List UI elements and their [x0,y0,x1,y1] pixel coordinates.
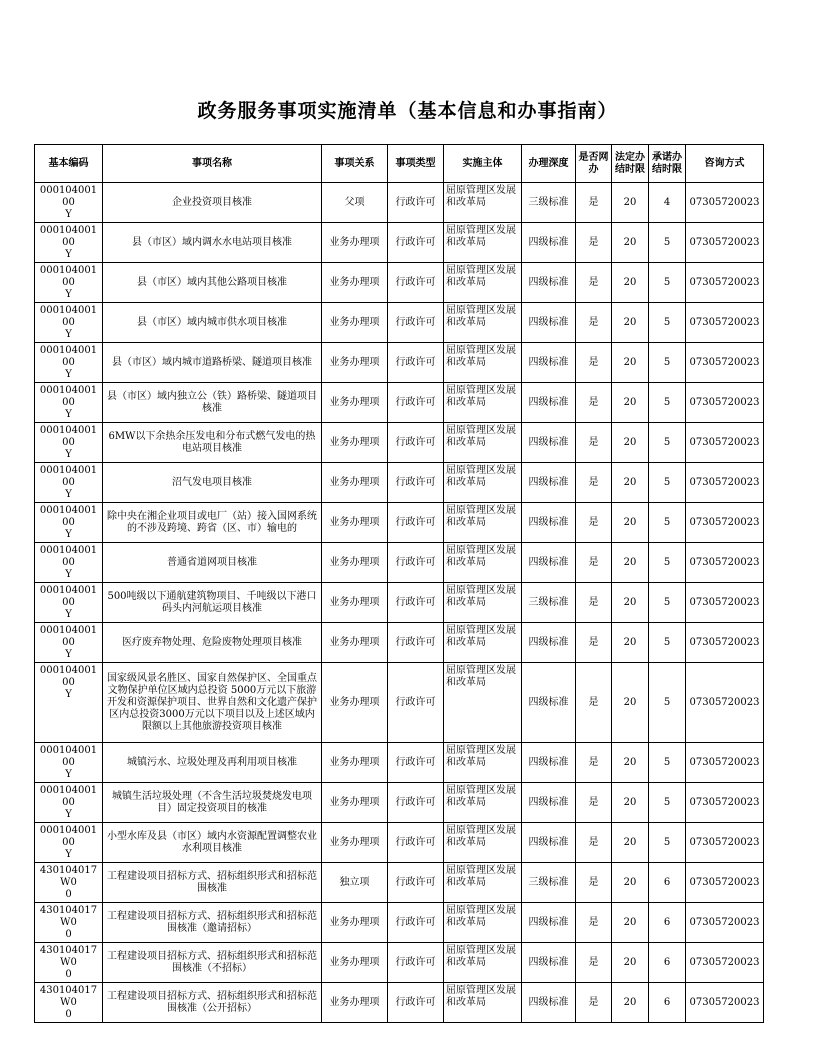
cell-type: 行政许可 [388,783,444,823]
cell-code-line2: 0 [65,889,72,900]
cell-legal: 20 [612,343,649,383]
cell-promised: 5 [649,383,686,423]
cell-code [35,343,103,383]
cell-legal: 20 [612,943,649,983]
cell-code-line2: 0 [65,929,72,940]
cell-code-line2: Y [65,409,72,420]
cell-code [35,183,103,223]
cell-promised: 6 [649,863,686,903]
cell-relation: 业务办理项 [322,423,388,463]
header-legal-days: 法定办结时限 [612,145,649,183]
cell-depth: 四级标准 [522,743,576,783]
cell-contact: 07305720023 [686,463,764,503]
cell-depth: 三级标准 [522,183,576,223]
cell-type: 行政许可 [388,303,444,343]
cell-legal: 20 [612,623,649,663]
cell-code-line1: 00010400100 [39,625,98,648]
cell-code-line2: Y [65,249,72,260]
cell-subject: 屈原管理区发展和改革局 [444,383,522,423]
cell-subject: 屈原管理区发展和改革局 [444,623,522,663]
cell-type: 行政许可 [388,983,444,1023]
cell-code-line1: 00010400100 [39,225,98,248]
cell-code-line2: Y [65,769,72,780]
cell-promised: 4 [649,183,686,223]
cell-code-line1: 00010400100 [39,505,98,528]
cell-name: 县（市区）域内其他公路项目核准 [103,263,322,303]
cell-code-line1: 00010400100 [39,665,98,688]
cell-subject: 屈原管理区发展和改革局 [444,583,522,623]
cell-promised: 5 [649,223,686,263]
cell-contact: 07305720023 [686,863,764,903]
cell-name: 6MW以下余热余压发电和分布式燃气发电的热电站项目核准 [103,423,322,463]
cell-online: 是 [576,383,612,423]
cell-code [35,983,103,1023]
cell-contact: 07305720023 [686,743,764,783]
cell-depth: 四级标准 [522,423,576,463]
cell-code-line1: 00010400100 [39,825,98,848]
cell-name: 城镇生活垃圾处理（不含生活垃圾焚烧发电项目）固定投资项目的核准 [103,783,322,823]
cell-depth: 四级标准 [522,463,576,503]
cell-relation: 业务办理项 [322,983,388,1023]
cell-subject: 屈原管理区发展和改革局 [444,263,522,303]
header-relation: 事项关系 [322,145,388,183]
cell-code-line1: 00010400100 [39,185,98,208]
cell-relation: 业务办理项 [322,503,388,543]
cell-subject: 屈原管理区发展和改革局 [444,343,522,383]
cell-legal: 20 [612,223,649,263]
cell-promised: 5 [649,263,686,303]
cell-contact: 07305720023 [686,623,764,663]
cell-contact: 07305720023 [686,303,764,343]
cell-code [35,623,103,663]
cell-type: 行政许可 [388,223,444,263]
cell-promised: 5 [649,663,686,743]
cell-code-line2: Y [65,649,72,660]
cell-legal: 20 [612,823,649,863]
cell-code-line1: 430104017W0 [39,865,98,888]
cell-subject: 屈原管理区发展和改革局 [444,663,522,743]
cell-type: 行政许可 [388,583,444,623]
cell-depth: 四级标准 [522,303,576,343]
cell-code [35,663,103,743]
table-row [35,183,764,223]
cell-contact: 07305720023 [686,663,764,743]
cell-code-line1: 430104017W0 [39,945,98,968]
cell-code [35,943,103,983]
table-row [35,743,764,783]
cell-online: 是 [576,983,612,1023]
table-header-row [35,145,764,183]
cell-code-line1: 00010400100 [39,265,98,288]
cell-code-line1: 00010400100 [39,585,98,608]
cell-type: 行政许可 [388,903,444,943]
cell-relation: 业务办理项 [322,583,388,623]
cell-name: 沼气发电项目核准 [103,463,322,503]
cell-relation: 业务办理项 [322,263,388,303]
cell-type: 行政许可 [388,423,444,463]
table-row [35,463,764,503]
cell-legal: 20 [612,743,649,783]
cell-code-line2: Y [65,689,72,700]
cell-depth: 四级标准 [522,383,576,423]
cell-depth: 三级标准 [522,583,576,623]
cell-code [35,783,103,823]
cell-legal: 20 [612,863,649,903]
cell-code-line2: Y [65,849,72,860]
cell-type: 行政许可 [388,343,444,383]
cell-contact: 07305720023 [686,263,764,303]
cell-name: 国家级风景名胜区、国家自然保护区、全国重点文物保护单位区域内总投资 5000万元以下旅游开发和资源保护项目、世界自然和文化遗产保护区内总投资3000万元以下项目以及上述区域内限额以上其他旅游投资项目核准 [103,663,322,743]
cell-subject: 屈原管理区发展和改革局 [444,903,522,943]
cell-depth: 四级标准 [522,543,576,583]
cell-code-line2: Y [65,609,72,620]
cell-type: 行政许可 [388,823,444,863]
cell-name: 城镇污水、垃圾处理及再利用项目核准 [103,743,322,783]
cell-depth: 四级标准 [522,983,576,1023]
cell-online: 是 [576,743,612,783]
cell-promised: 5 [649,623,686,663]
cell-name: 县（市区）域内城市道路桥梁、隧道项目核准 [103,343,322,383]
cell-subject: 屈原管理区发展和改革局 [444,983,522,1023]
cell-relation: 业务办理项 [322,303,388,343]
cell-relation: 业务办理项 [322,383,388,423]
cell-promised: 6 [649,903,686,943]
cell-subject: 屈原管理区发展和改革局 [444,503,522,543]
header-code: 基本编码 [35,145,103,183]
cell-name: 工程建设项目招标方式、招标组织形式和招标范围核准（邀请招标） [103,903,322,943]
cell-promised: 5 [649,343,686,383]
cell-contact: 07305720023 [686,783,764,823]
cell-contact: 07305720023 [686,223,764,263]
cell-online: 是 [576,903,612,943]
cell-legal: 20 [612,303,649,343]
cell-code-line2: Y [65,809,72,820]
cell-promised: 5 [649,463,686,503]
cell-name: 小型水库及县（市区）域内水资源配置调整农业水利项目核准 [103,823,322,863]
cell-code [35,463,103,503]
cell-code-line1: 00010400100 [39,385,98,408]
cell-contact: 07305720023 [686,903,764,943]
cell-legal: 20 [612,543,649,583]
cell-depth: 四级标准 [522,823,576,863]
cell-code-line2: Y [65,489,72,500]
cell-online: 是 [576,263,612,303]
cell-subject: 屈原管理区发展和改革局 [444,743,522,783]
cell-code-line2: Y [65,329,72,340]
page-title: 政务服务事项实施清单（基本信息和办事指南） [197,100,618,122]
cell-legal: 20 [612,903,649,943]
cell-online: 是 [576,583,612,623]
cell-online: 是 [576,823,612,863]
cell-relation: 业务办理项 [322,463,388,503]
table-row [35,263,764,303]
cell-code-line2: Y [65,529,72,540]
table-row [35,383,764,423]
cell-name: 除中央在湘企业项目或电厂（站）接入国网系统的不涉及跨境、跨省（区、市）输电的 [103,503,322,543]
cell-contact: 07305720023 [686,383,764,423]
cell-subject: 屈原管理区发展和改革局 [444,823,522,863]
cell-type: 行政许可 [388,463,444,503]
cell-contact: 07305720023 [686,583,764,623]
cell-promised: 5 [649,583,686,623]
cell-subject: 屈原管理区发展和改革局 [444,303,522,343]
cell-name: 工程建设项目招标方式、招标组织形式和招标范围核准（不招标） [103,943,322,983]
cell-depth: 四级标准 [522,903,576,943]
cell-promised: 6 [649,943,686,983]
header-name: 事项名称 [103,145,322,183]
cell-name: 500吨级以下通航建筑物项目、千吨级以下港口码头内河航运项目核准 [103,583,322,623]
header-online: 是否网办 [576,145,612,183]
cell-code [35,383,103,423]
cell-name: 普通省道网项目核准 [103,543,322,583]
cell-name: 医疗废弃物处理、危险废物处理项目核准 [103,623,322,663]
cell-online: 是 [576,423,612,463]
cell-depth: 四级标准 [522,503,576,543]
cell-online: 是 [576,303,612,343]
cell-subject: 屈原管理区发展和改革局 [444,463,522,503]
table-row [35,943,764,983]
cell-subject: 屈原管理区发展和改革局 [444,423,522,463]
cell-code-line1: 00010400100 [39,785,98,808]
cell-legal: 20 [612,983,649,1023]
cell-contact: 07305720023 [686,543,764,583]
cell-online: 是 [576,663,612,743]
cell-type: 行政许可 [388,663,444,743]
cell-name: 工程建设项目招标方式、招标组织形式和招标范围核准 [103,863,322,903]
table-row [35,343,764,383]
table-row [35,543,764,583]
cell-type: 行政许可 [388,503,444,543]
cell-depth: 四级标准 [522,263,576,303]
cell-online: 是 [576,943,612,983]
service-items-table [34,144,764,1023]
cell-name: 县（市区）域内独立公（铁）路桥梁、隧道项目核准 [103,383,322,423]
cell-type: 行政许可 [388,383,444,423]
cell-promised: 5 [649,783,686,823]
cell-subject: 屈原管理区发展和改革局 [444,783,522,823]
cell-legal: 20 [612,583,649,623]
cell-code-line1: 00010400100 [39,345,98,368]
cell-code [35,303,103,343]
cell-code-line2: 0 [65,969,72,980]
cell-code-line1: 00010400100 [39,745,98,768]
cell-code-line2: Y [65,289,72,300]
cell-contact: 07305720023 [686,823,764,863]
cell-code-line2: Y [65,449,72,460]
cell-type: 行政许可 [388,743,444,783]
cell-relation: 业务办理项 [322,903,388,943]
cell-subject: 屈原管理区发展和改革局 [444,223,522,263]
cell-contact: 07305720023 [686,983,764,1023]
cell-legal: 20 [612,503,649,543]
cell-code-line1: 430104017W0 [39,905,98,928]
cell-relation: 业务办理项 [322,623,388,663]
cell-relation: 业务办理项 [322,783,388,823]
cell-depth: 四级标准 [522,783,576,823]
table-row [35,823,764,863]
cell-legal: 20 [612,663,649,743]
cell-online: 是 [576,223,612,263]
cell-type: 行政许可 [388,943,444,983]
cell-code [35,823,103,863]
cell-code-line1: 00010400100 [39,465,98,488]
cell-code-line1: 00010400100 [39,425,98,448]
table-row [35,583,764,623]
cell-type: 行政许可 [388,183,444,223]
header-subject: 实施主体 [444,145,522,183]
cell-legal: 20 [612,383,649,423]
cell-relation: 业务办理项 [322,543,388,583]
table-row [35,223,764,263]
cell-depth: 四级标准 [522,663,576,743]
table-row [35,503,764,543]
cell-promised: 6 [649,983,686,1023]
cell-code-line2: Y [65,569,72,580]
cell-name: 县（市区）域内调水水电站项目核准 [103,223,322,263]
cell-code [35,503,103,543]
cell-type: 行政许可 [388,263,444,303]
table-row [35,983,764,1023]
cell-promised: 5 [649,303,686,343]
cell-online: 是 [576,623,612,663]
cell-code [35,863,103,903]
cell-relation: 父项 [322,183,388,223]
cell-depth: 三级标准 [522,863,576,903]
cell-code [35,423,103,463]
cell-code-line1: 00010400100 [39,545,98,568]
cell-relation: 独立项 [322,863,388,903]
cell-code [35,223,103,263]
header-promised-days: 承诺办结时限 [649,145,686,183]
cell-name: 县（市区）域内城市供水项目核准 [103,303,322,343]
cell-online: 是 [576,463,612,503]
header-type: 事项类型 [388,145,444,183]
cell-name: 工程建设项目招标方式、招标组织形式和招标范围核准（公开招标） [103,983,322,1023]
cell-legal: 20 [612,263,649,303]
cell-type: 行政许可 [388,863,444,903]
cell-promised: 5 [649,423,686,463]
cell-legal: 20 [612,183,649,223]
cell-depth: 四级标准 [522,623,576,663]
table-row [35,423,764,463]
cell-code-line1: 430104017W0 [39,985,98,1008]
cell-relation: 业务办理项 [322,223,388,263]
cell-code [35,543,103,583]
cell-relation: 业务办理项 [322,663,388,743]
cell-code-line2: Y [65,369,72,380]
table-row [35,663,764,743]
cell-online: 是 [576,343,612,383]
header-contact: 咨询方式 [686,145,764,183]
header-depth: 办理深度 [522,145,576,183]
cell-depth: 四级标准 [522,223,576,263]
cell-relation: 业务办理项 [322,823,388,863]
cell-code [35,263,103,303]
cell-relation: 业务办理项 [322,943,388,983]
cell-depth: 四级标准 [522,943,576,983]
cell-relation: 业务办理项 [322,343,388,383]
cell-contact: 07305720023 [686,503,764,543]
cell-legal: 20 [612,783,649,823]
cell-name: 企业投资项目核准 [103,183,322,223]
cell-code [35,743,103,783]
cell-legal: 20 [612,423,649,463]
cell-code-line1: 00010400100 [39,305,98,328]
cell-promised: 5 [649,743,686,783]
cell-promised: 5 [649,543,686,583]
cell-online: 是 [576,863,612,903]
cell-online: 是 [576,183,612,223]
cell-subject: 屈原管理区发展和改革局 [444,543,522,583]
cell-contact: 07305720023 [686,343,764,383]
cell-online: 是 [576,543,612,583]
table-row [35,783,764,823]
cell-online: 是 [576,503,612,543]
cell-contact: 07305720023 [686,423,764,463]
table-row [35,303,764,343]
cell-subject: 屈原管理区发展和改革局 [444,863,522,903]
cell-contact: 07305720023 [686,943,764,983]
cell-promised: 5 [649,823,686,863]
cell-contact: 07305720023 [686,183,764,223]
cell-depth: 四级标准 [522,343,576,383]
cell-code [35,583,103,623]
cell-legal: 20 [612,463,649,503]
table-row [35,623,764,663]
table-row [35,903,764,943]
cell-subject: 屈原管理区发展和改革局 [444,183,522,223]
cell-subject: 屈原管理区发展和改革局 [444,943,522,983]
cell-relation: 业务办理项 [322,743,388,783]
table-row [35,863,764,903]
cell-code [35,903,103,943]
cell-code-line2: Y [65,209,72,220]
cell-code-line2: 0 [65,1009,72,1020]
cell-type: 行政许可 [388,543,444,583]
cell-promised: 5 [649,503,686,543]
cell-online: 是 [576,783,612,823]
cell-type: 行政许可 [388,623,444,663]
